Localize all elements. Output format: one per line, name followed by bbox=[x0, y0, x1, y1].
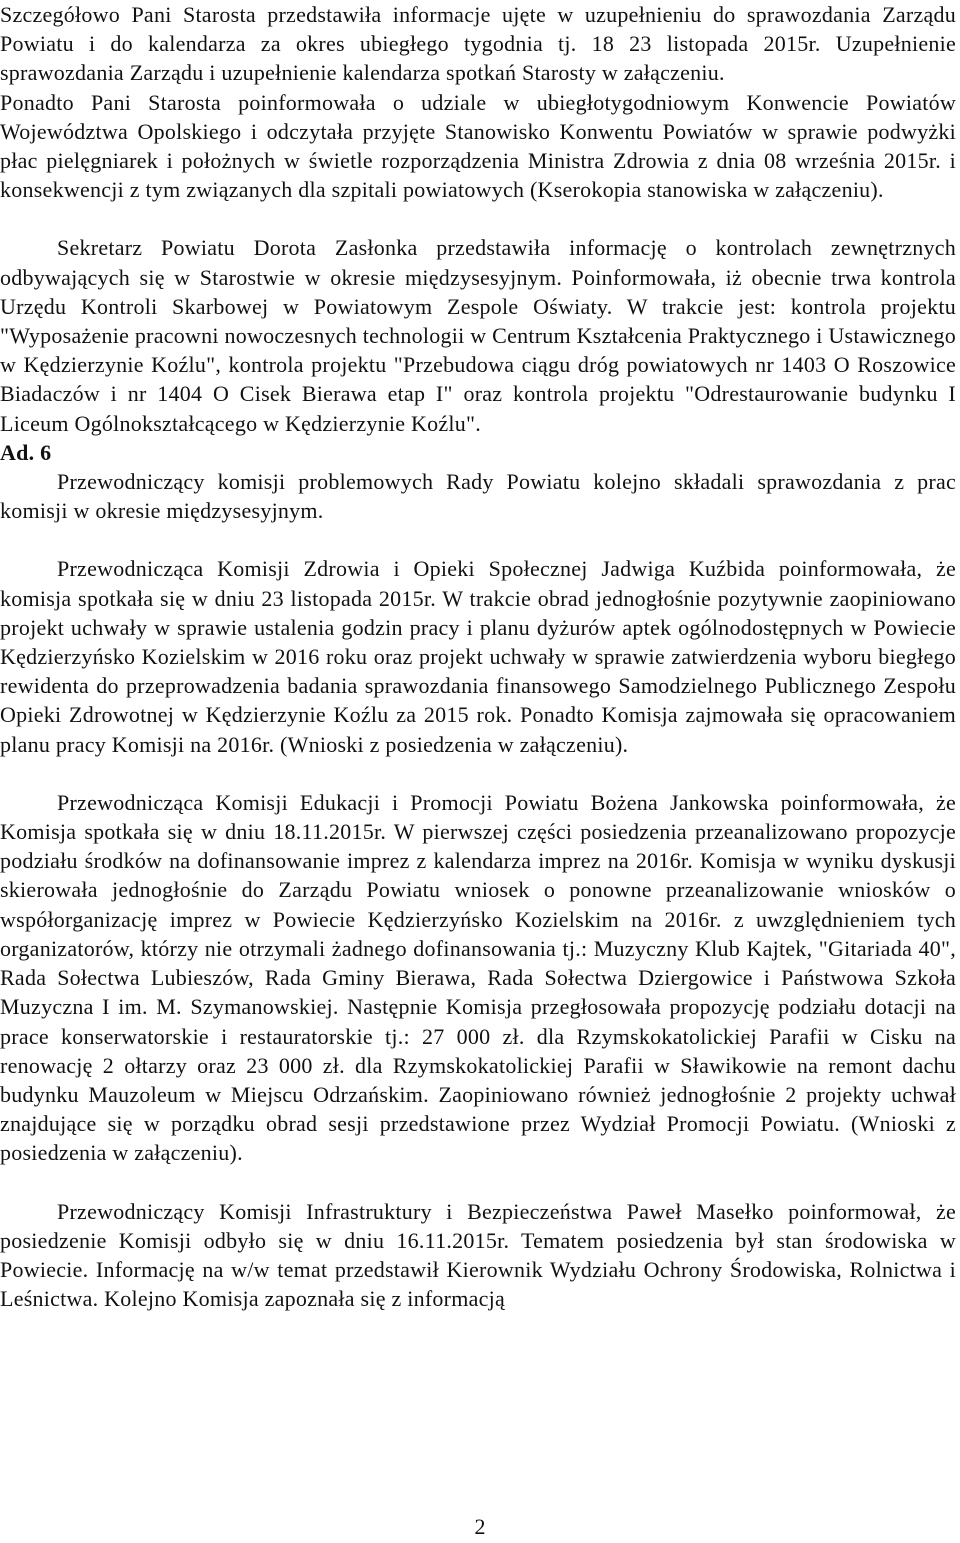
paragraph-komisje-intro: Przewodniczący komisji problemowych Rady Powiatu kolejno składali sprawozdania z prac komisji w okresie międzysesyjnym. bbox=[0, 469, 956, 524]
paragraph-komisja-zdrowia: Przewodnicząca Komisji Zdrowia i Opieki Społecznej Jadwiga Kuźbida poinformowała, że komisja spotkała się w dniu 23 listopada 2015r. W trakcie obrad jednogłośnie pozytywnie zaopiniowano projekt uchwały w sprawie ustalenia godzin pracy i planu dyżurów aptek ogólnodostępnych w Powiecie Kędzierzyńsko Kozielskim w 2016 roku oraz projekt uchwały w sprawie zatwierdzenia wyboru biegłego rewidenta do przeprowadzenia badania sprawozdania finansowego Samodzielnego Publicznego Zespołu Opieki Zdrowotnej w Kędzierzynie Koźlu za 2015 rok. Ponadto Komisja zajmowała się opracowaniem planu pracy Komisji na 2016r. (Wnioski z posiedzenia w załączeniu). bbox=[0, 556, 956, 757]
paragraph-komisja-infrastruktury: Przewodniczący Komisji Infrastruktury i Bezpieczeństwa Paweł Masełko poinformował, że posiedzenie Komisji odbyło się w dniu 16.11.2015r. Tematem posiedzenia był stan środowiska w Powiecie. Informację na w/w temat przedstawił Kierownik Wydziału Ochrony Środowiska, Rolnictwa i Leśnictwa. Kolejno Komisja zapoznała się z informacją bbox=[0, 1198, 956, 1312]
page-number: 2 bbox=[474, 1514, 486, 1539]
paragraph-starosta-report: Szczegółowo Pani Starosta przedstawiła informacje ujęte w uzupełnieniu do sprawozdania Zarządu Powiatu i do kalendarza za okres ubiegłego tygodnia tj. 18 23 listopada 2015r. Uzupełnienie sprawozdania Zarządu i uzupełnienie kalendarza spotkań Starosty w załączeniu. bbox=[0, 2, 956, 86]
section-heading-ad-6: Ad. 6 bbox=[0, 439, 52, 465]
paragraph-konwent-info: Ponadto Pani Starosta poinformowała o udziale w ubiegłotygodniowym Konwencie Powiatów Województwa Opolskiego i odczytała przyjęte Stanowisko Konwentu Powiatów w sprawie podwyżki płac pielęgniarek i położnych w świetle rozporządzenia Ministra Zdrowia z dnia 08 września 2015r. i konsekwencji z tym związanych dla szpitali powiatowych (Kserokopia stanowiska w załączeniu). bbox=[0, 89, 956, 203]
paragraph-kontrole: Sekretarz Powiatu Dorota Zasłonka przedstawiła informację o kontrolach zewnętrznych odbywających się w Starostwie w okresie międzysesyjnym. Poinformowała, iż obecnie trwa kontrola Urzędu Kontroli Skarbowej w Powiatowym Zespole Oświaty. W trakcie jest: kontrola projektu "Wyposażenie pracowni nowoczesnych technologii w Centrum Kształcenia Praktycznego i Ustawicznego w Kędzierzynie Koźlu", kontrola projektu "Przebudowa ciągu dróg powiatowych nr 1403 O Roszowice Biadaczów i nr 1404 O Cisek Bierawa etap I" oraz kontrola projektu "Odrestaurowanie budynku I Liceum Ogólnokształcącego w Kędzierzynie Koźlu". bbox=[0, 235, 956, 436]
paragraph-komisja-edukacji: Przewodnicząca Komisji Edukacji i Promocji Powiatu Bożena Jankowska poinformowała, że Komisja spotkała się w dniu 18.11.2015r. W pierwszej części posiedzenia przeanalizowano propozycje podziału środków na dofinansowanie imprez z kalendarza imprez na 2016r. Komisja w wyniku dyskusji skierowała jednogłośnie do Zarządu Powiatu wniosek o ponowne przeanalizowanie wniosków o współorganizację imprez w Powiecie Kędzierzyńsko Kozielskim na 2016r. z uwzględnieniem tych organizatorów, którzy nie otrzymali żadnego dofinansowania tj.: Muzyczny Klub Kajtek, "Gitariada 40", Rada Sołectwa Lubieszów, Rada Gminy Bierawa, Rada Sołectwa Dziergowice i Państwowa Szkoła Muzyczna I im. M. Szymanowskiej. Następnie Komisja przegłosowała propozycję podziału dotacji na prace konserwatorskie i restauratorskie tj.: 27 000 zł. dla Rzymskokatolickiej Parafii w Cisku na renowację 2 ołtarzy oraz 23 000 zł. dla Rzymskokatolickiej Parafii w Sławikowie na remont dachu budynku Mauzoleum w Miejscu Odrzańskim. Zaopiniowano również jednogłośnie 2 projekty uchwał znajdujące się w porządku obrad sesji przedstawione przez Wydział Promocji Powiatu. (Wnioski z posiedzenia w załączeniu). bbox=[0, 789, 956, 1166]
